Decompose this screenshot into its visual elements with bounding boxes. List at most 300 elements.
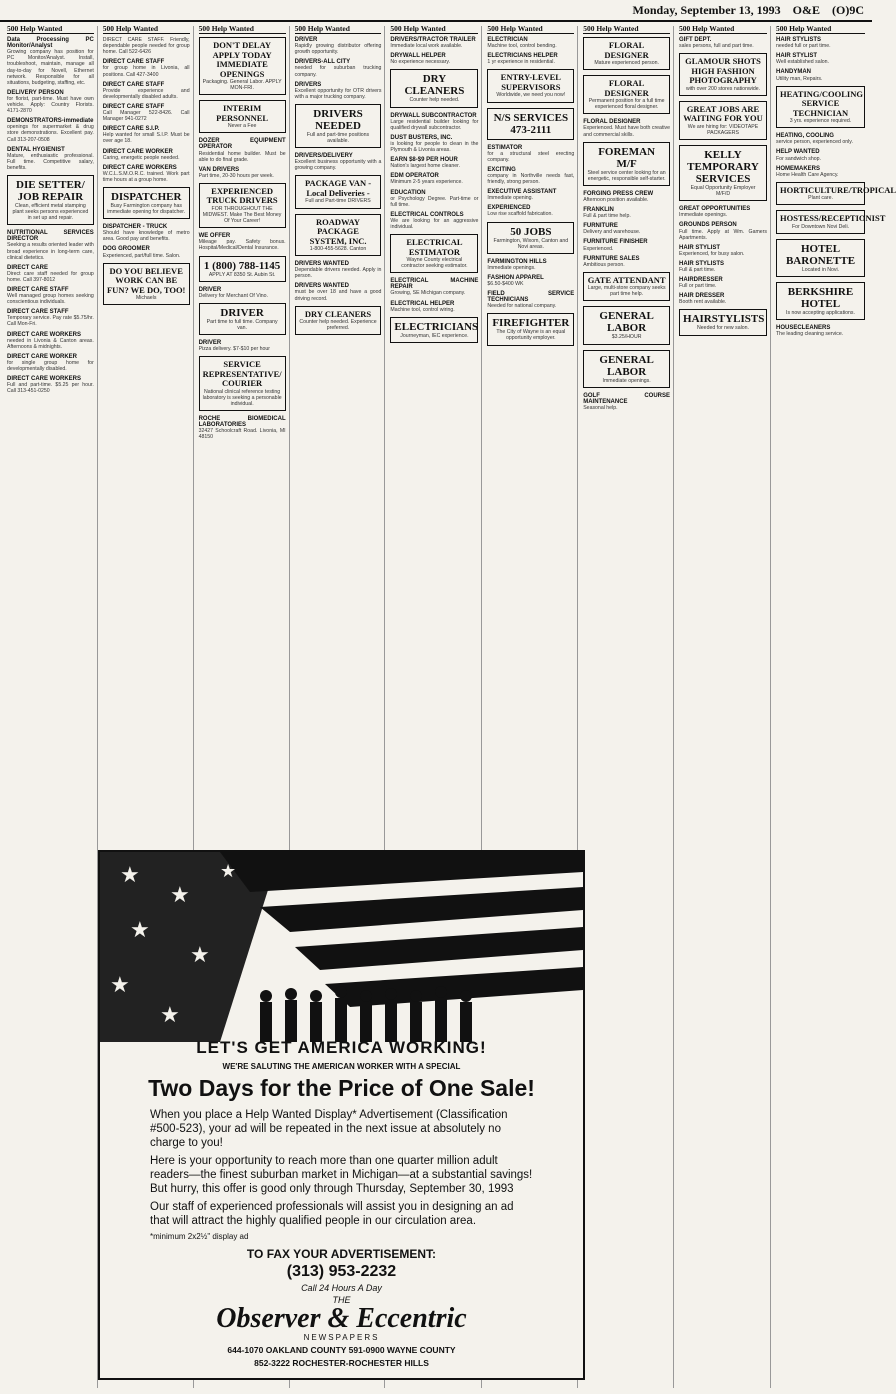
ad-text: We are looking for an aggressive individual. [390, 217, 479, 230]
classified-ad [583, 191, 670, 203]
ad-title: DUST BUSTERS, INC. [390, 134, 453, 141]
ad-text: National clinical reference testing laboratory is seeking a personable individual. [202, 388, 282, 407]
display-ad [295, 306, 382, 336]
ad-title: DIRECT CARE STAFF [102, 59, 165, 66]
ad-title: EXCITING [487, 166, 516, 173]
ad-headline: DRIVER [220, 306, 264, 319]
classified-ad [776, 166, 865, 178]
classified-ad [776, 325, 865, 337]
ad-text: for single group home for developmentally disabled. [7, 359, 94, 373]
display-ad [103, 187, 190, 219]
display-ad [679, 53, 767, 96]
ad-text: Delivery for Merchant Of Vino. [198, 292, 268, 299]
ad-headline: 1 (800) 788-1145 [203, 259, 281, 272]
ad-text: Part time, 20-30 hours per week. [198, 172, 274, 179]
ad-text: Never a Fee [227, 123, 257, 130]
display-ad [679, 101, 767, 140]
display-ad [487, 69, 574, 102]
ad-text: Counter help needed. [409, 97, 460, 104]
ad-text: Should have knowledge of metro area. Good pay and benefits. [102, 230, 190, 243]
ad-title: FIELD SERVICE TECHNICIANS [487, 291, 575, 304]
classified-ad [390, 212, 478, 230]
ad-text: Rapidly growing distributor offering growth opportunity. [294, 43, 382, 56]
ad-headline: N/S SERVICES 473-2111 [493, 111, 569, 136]
display-ad [776, 210, 886, 234]
classified-ad [7, 118, 94, 142]
ad-title: HOUSECLEANERS [776, 325, 831, 332]
classified-ad [487, 205, 574, 217]
flag-illustration [100, 852, 583, 1042]
ad-headline: GENERAL LABOR [599, 353, 654, 378]
classified-column [4, 26, 98, 1388]
classified-column [580, 26, 674, 1388]
display-ad [199, 37, 286, 95]
classified-ad [390, 37, 478, 49]
ad-title: DIRECT CARE STAFF [7, 287, 69, 293]
ad-title: HAIR STYLIST [679, 244, 721, 251]
ad-text: needed in Livonia & Canton areas. Afternoons & midnights. [7, 337, 94, 350]
ad-headline: ROADWAY PACKAGE SYSTEM, INC. [309, 216, 367, 246]
promo-the: THE [332, 1295, 351, 1305]
ad-text: Is now accepting applications. [786, 310, 855, 317]
ad-text: Direct care staff needed for group home. Call 397-8012 [7, 270, 94, 283]
ad-headline: SERVICE REPRESENTATIVE/ COURIER [202, 359, 282, 389]
ad-title: HAIR DRESSER [679, 293, 725, 300]
ad-headline: HAIRSTYLISTS [683, 313, 765, 326]
display-ad [487, 313, 574, 345]
ad-text: Clean, efficient metal stamping plant seeks persons experienced in set up and repair. [12, 202, 89, 222]
ad-text: for florist, part-time. Must have own vehicle. Apply: Country Florists. 4171-2870 [7, 95, 94, 115]
display-ad [199, 100, 286, 133]
classified-ad [487, 259, 574, 271]
ad-text: Experienced, for busy salon. [679, 250, 745, 257]
ad-title: DRIVERS WANTED [294, 283, 349, 290]
display-ad [583, 272, 670, 302]
classified-ad [103, 37, 190, 55]
promo-headline: LET'S GET AMERICA WORKING! [196, 1038, 487, 1057]
classified-ad [7, 332, 94, 350]
ad-headline: 50 JOBS [510, 225, 552, 238]
classified-ad [583, 119, 670, 137]
ad-title: ROCHE BIOMEDICAL LABORATORIES [198, 415, 286, 429]
promo-fax-number: (313) 953-2232 [286, 1263, 397, 1280]
ad-text: Well managed group homes seeking conscientious individuals. [7, 293, 94, 306]
ad-title: DRIVERS WANTED [294, 261, 349, 268]
display-ad [583, 142, 670, 186]
display-ad [776, 182, 896, 206]
ad-text: Full and part-time positions available. [306, 131, 370, 145]
masthead-page: (O)9C [832, 2, 864, 17]
classified-ad [7, 287, 94, 305]
ad-text: Full and part-time. $5.25 per hour. Call 313-451-0250 [7, 382, 94, 395]
ad-text: Permanent position for a full time experienced floral designer. [588, 98, 665, 111]
ad-headline: KELLY TEMPORARY SERVICES [687, 149, 759, 186]
ad-title: GIFT DEPT. [679, 37, 712, 44]
ad-headline: FIREFIGHTER [492, 317, 570, 330]
ad-text: Busy Farmington company has immediate opening for dispatcher. [107, 202, 186, 216]
ad-text: Help wanted for small S.I.P. Must be over age 18. [102, 132, 190, 145]
ad-text: Growing, SE Michigan company. [390, 290, 466, 297]
ad-headline: GENERAL LABOR [599, 310, 654, 335]
ad-text: Immediate opening. [487, 195, 533, 202]
masthead-date: Monday, September 13, 1993 [632, 2, 781, 17]
ad-title: NUTRITIONAL SERVICES DIRECTOR [7, 230, 94, 243]
ad-headline: HEATING/COOLING SERVICE TECHNICIAN [780, 88, 863, 118]
promo-body-2: Here is your opportunity to reach more than one quarter million adult readers—the finest suburban market in Michigan—at a substantial savings! But hurry, this offer is good only through Thursday, September 30, 1993 [150, 1155, 533, 1195]
column-heading: 500 Help Wanted [776, 26, 865, 34]
ad-title: HAIR STYLIST [776, 53, 818, 60]
column-heading: 500 Help Wanted [679, 26, 767, 34]
ad-text: Experienced. Must have both creative and commercial skills. [583, 125, 671, 138]
classified-ad [390, 135, 478, 153]
ad-text: DIRECT CARE STAFF. Friendly, dependable people needed for group home. Call 522-6426 [102, 37, 190, 56]
display-ad [390, 69, 478, 107]
classified-ad [583, 393, 670, 411]
classified-ad [390, 190, 478, 208]
ad-headline: HOTEL BARONETTE [785, 243, 856, 267]
ad-title: ELECTRICAL MACHINE REPAIR [390, 278, 479, 291]
ad-text: is looking for people to clean in the Plymouth & Livonia areas. [390, 140, 479, 154]
ad-text: Seeking a results oriented leader with broad experience in long-term care, clinical dietetics. [7, 242, 94, 261]
ad-title: DRIVERS-ALL CITY [294, 59, 351, 66]
ad-text: Full time. Apply at Wm. Gamers Apartments. [679, 228, 768, 241]
classified-ad [103, 104, 190, 122]
ad-text: Full & part time help. [583, 213, 631, 220]
ad-title: FURNITURE FINISHER [583, 239, 648, 246]
ad-headline: HORTICULTURE/TROPICAL [780, 184, 896, 195]
ad-title: ELECTRICIANS HELPER [487, 53, 558, 60]
ad-text: company in Northville needs fast, friendly, strong person. [487, 172, 575, 186]
ad-title: DRIVER [198, 339, 222, 346]
ad-text: needed for suburban trucking company. [294, 65, 382, 78]
ad-text: Needed for national company. [487, 303, 557, 310]
ad-title: DOZER EQUIPMENT OPERATOR [198, 138, 286, 151]
ad-text: Immediate openings. [487, 264, 536, 271]
ad-text: Large residential builder looking for qualified drywall subcontractor. [390, 118, 479, 131]
ad-title: DRIVERS [294, 81, 322, 88]
ad-text: Full & part time. [679, 267, 716, 273]
ad-headline: INTERIM PERSONNEL [216, 103, 269, 123]
ad-text: Steel service center looking for an energetic, responsible self-starter. [587, 169, 666, 182]
promo-ad [98, 850, 585, 1380]
promo-deal: Two Days for the Price of One Sale! [148, 1075, 535, 1101]
classified-ad [7, 147, 94, 171]
classified-column [676, 26, 771, 1388]
ad-headline: EXPERIENCED TRUCK DRIVERS [206, 185, 278, 206]
classified-ad [7, 265, 94, 283]
ad-text: sales persons, full and part time. [679, 43, 754, 50]
ad-headline: ELECTRICAL ESTIMATOR [406, 237, 463, 257]
ad-title: DRIVER [294, 37, 318, 44]
classified-ad [199, 233, 286, 251]
classified-ad [199, 138, 286, 162]
classified-ad [487, 291, 574, 309]
ad-headline: BERKSHIRE HOTEL [787, 286, 854, 311]
ad-title: ELECTRICIAN [487, 37, 528, 44]
classified-ad [199, 340, 286, 352]
ad-text: Farmington, Wixom, Canton and Novi areas. [493, 237, 569, 250]
ad-headline: GREAT JOBS ARE WAITING FOR YOU [683, 103, 763, 124]
ad-headline: DRY CLEANERS [404, 73, 465, 98]
display-ad [583, 350, 670, 388]
masthead [0, 0, 872, 22]
classified-ad [583, 239, 670, 251]
ad-text: Counter help needed. Experience preferred. [299, 319, 377, 332]
ad-text: Booth rent available. [679, 299, 727, 306]
ad-title: HEATING, COOLING [776, 133, 834, 140]
classified-ad [390, 113, 478, 131]
ad-headline: DRIVERS NEEDED [313, 107, 363, 132]
classified-ad [776, 37, 865, 49]
worker-silhouettes [260, 986, 472, 1042]
ad-text: Large, multi-store company seeks part time help. [587, 285, 666, 298]
ad-text: Provide experience and developmentally disabled adults. [102, 87, 190, 100]
ad-text: Well established salon. [776, 59, 829, 66]
ad-title: GREAT OPPORTUNITIES [679, 206, 751, 213]
classified-ad [487, 53, 574, 65]
ad-text: $6.50-$400 WK [487, 280, 524, 287]
ad-title: DIRECT CARE WORKER [7, 353, 77, 360]
ad-text: Dependable drivers needed. Apply in person. [294, 267, 382, 280]
ad-text: Part time to full time. Company van. [206, 318, 278, 331]
classified-ad [7, 90, 94, 114]
ad-headline: GLAMOUR SHOTS HIGH FASHION PHOTOGRAPHY [685, 56, 761, 86]
classified-ad [103, 149, 190, 161]
ad-headline: DON'T DELAY APPLY TODAY IMMEDIATE OPENINGS [212, 40, 272, 79]
ad-headline: FOREMAN M/F [598, 145, 656, 170]
ad-title: WE OFFER [198, 233, 231, 240]
promo-call-line: Call 24 Hours A Day [301, 1283, 382, 1293]
classified-ad [390, 301, 478, 313]
ad-text: Machine tool, control wiring. [390, 306, 455, 313]
display-ad [295, 175, 382, 208]
ad-title: Data Processing PC Monitor/Analyst [7, 37, 94, 50]
display-ad [583, 37, 670, 70]
ad-title: FURNITURE SALES [583, 255, 640, 262]
ad-title: DIRECT CARE WORKER [102, 148, 173, 155]
ad-text: Wayne County electrical contractor seeking estimator. [401, 257, 468, 270]
classified-ad [776, 149, 865, 161]
classified-ad [487, 167, 574, 185]
ad-title: HAIRDRESSER [679, 277, 723, 284]
promo-subhead: WE'RE SALUTING THE AMERICAN WORKER WITH A SPECIAL [222, 1062, 461, 1071]
classified-ad [583, 256, 670, 268]
classified-ad [295, 283, 382, 301]
ad-headline: FLORAL DESIGNER [604, 40, 649, 60]
ad-headline: DIE SETTER/ JOB REPAIR [16, 178, 85, 203]
ad-text: Growing company has position for PC Monitor/Analyst. Install, troubleshoot, maintain, manage all day-to-day for Novell, Ethernet network. Responsible for all situations, budgeting, staffing, etc. [7, 49, 94, 86]
classified-ad [390, 278, 478, 296]
ad-title: DENTAL HYGIENIST [7, 146, 65, 153]
ad-title: GOLF COURSE MAINTENANCE [583, 392, 671, 405]
ad-text: Mature, enthusiastic professional. Full time. Competitive salary, benefits. [7, 152, 94, 171]
classified-ad [679, 222, 767, 240]
classified-ad [103, 59, 190, 77]
ad-title: FORGING PRESS CREW [583, 190, 654, 197]
display-ad [583, 306, 670, 344]
column-heading: 500 Help Wanted [295, 26, 382, 34]
ad-text: Plant care. [808, 195, 833, 202]
ad-headline: DISPATCHER [110, 190, 182, 203]
ad-text: 1 yr experience in residential. [487, 59, 555, 66]
ad-title: VAN DRIVERS [198, 166, 240, 173]
ad-text: Michaels [135, 295, 157, 302]
ad-title: EARN $8-$9 PER HOUR [390, 157, 458, 164]
ad-text: FOR THROUGHOUT THE MIDWEST. Make The Best Money Of Your Career! [202, 205, 282, 225]
svg-text:★: ★ [130, 918, 150, 943]
display-ad [103, 263, 190, 306]
promo-body-1: When you place a Help Wanted Display* Advertisement (Classification #500-523), your ad will be repeated in the next issue at absolutely no charge to you! [150, 1109, 508, 1149]
display-ad [7, 175, 94, 225]
ad-title: FRANKLIN [583, 207, 614, 214]
ad-title: DISPATCHER - TRUCK [102, 224, 168, 231]
ad-headline: ELECTRICIANS [394, 320, 479, 333]
ad-title: DEMONSTRATORS-immediate [7, 118, 94, 125]
ad-title: GROUNDS PERSON [679, 222, 737, 229]
ad-title: ELECTRICAL HELPER [390, 300, 455, 307]
ad-title: HAIR STYLISTS [679, 260, 725, 267]
ad-text: Temporary service. Pay rate $5.75/hr. Call Mon-Fri. [7, 315, 94, 328]
ad-text: or Psychology Degree. Part-time or full time. [390, 195, 479, 208]
ad-text: Ambitious person. [583, 261, 625, 268]
ad-text: No experience necessary. [390, 59, 451, 66]
classified-ad [390, 53, 478, 65]
classified-ad [103, 82, 190, 100]
display-ad [199, 256, 286, 282]
ad-text: W.C.L.S.M.O.R.C. trained. Work part time hours at a group home. [102, 170, 190, 183]
ad-text: Delivery and warehouse. [583, 229, 641, 236]
display-ad [295, 104, 382, 148]
ad-headline: DO YOU BELIEVE WORK CAN BE FUN? WE DO, TOO! [106, 265, 186, 295]
ad-text: Minimum 2-5 years experience. [390, 179, 463, 186]
display-ad [199, 356, 286, 411]
display-ad [583, 75, 670, 114]
ad-text: Caring, energetic people needed. [102, 154, 180, 161]
ad-title: DRYWALL SUBCONTRACTOR [390, 112, 477, 119]
ad-headline: PACKAGE VAN - Local Deliveries - [304, 178, 372, 198]
display-ad [199, 303, 286, 335]
ad-text: Journeyman, IEC experience. [400, 332, 469, 339]
classified-ad [295, 59, 382, 77]
ad-title: DIRECT CARE S.I.P. [102, 126, 160, 133]
ad-text: for a structural steel erecting company. [487, 150, 575, 163]
ad-title: DRYWALL HELPER [390, 53, 446, 60]
ad-text: Immediate openings. [602, 377, 651, 384]
ad-title: FLORAL DESIGNER [583, 119, 641, 126]
promo-body-3: Our staff of experienced professionals will assist you in designing an ad that will attract the highly qualified people in our circulation area. [150, 1201, 514, 1227]
promo-address-2: 852-3222 ROCHESTER-ROCHESTER HILLS [254, 1358, 429, 1368]
ad-text: Excellent business opportunity with a growing company. [294, 159, 382, 172]
display-ad [295, 214, 382, 257]
classified-ad [390, 157, 478, 169]
ad-text: Worldwide, we need you now! [496, 92, 566, 99]
classified-ad [7, 37, 94, 86]
ad-text: Needed for new salon. [697, 325, 749, 332]
classified-ad [679, 206, 767, 218]
ad-headline: ENTRY-LEVEL SUPERVISORS [500, 72, 561, 92]
classified-ad [103, 246, 190, 258]
classified-ad [487, 189, 574, 201]
svg-text:★: ★ [220, 861, 237, 882]
ad-text: We are hiring for: VIDEOTAPE PACKAGERS [687, 123, 759, 136]
ad-text: Seasonal help. [583, 404, 618, 411]
classified-ad [776, 53, 865, 65]
ad-title: DIRECT CARE STAFF [102, 103, 165, 110]
classified-ad [487, 37, 574, 49]
classified-ad [7, 354, 94, 372]
display-ad [679, 309, 767, 335]
display-ad [776, 239, 865, 277]
ad-title: DIRECT CARE WORKERS [7, 376, 82, 383]
classified-ad [679, 245, 767, 257]
ad-text: needed full or part time. [776, 43, 831, 50]
ad-text: must be over 18 and have a good driving record. [294, 289, 382, 302]
ad-text: Experienced. [583, 245, 614, 252]
classified-ad [103, 126, 190, 144]
ad-headline: HOSTESS/RECEPTIONIST [780, 213, 886, 224]
ad-title: HANDYMAN [776, 69, 812, 76]
ad-text: For Downtown Novi Deli. [791, 223, 850, 230]
ad-text: 32427 Schoolcraft Road. Livonia, MI 48150 [198, 428, 286, 441]
ad-text: Home Health Care Agency. [776, 171, 839, 178]
ad-text: Mileage pay. Safety bonus. Hospital/Medical/Dental Insurance. [198, 239, 286, 252]
classified-ad [295, 82, 382, 100]
classified-ad [295, 37, 382, 55]
ad-text: For sandwich shop. [776, 155, 821, 162]
ad-text: for group home in Livonia, all positions. Call 427-3400 [102, 65, 190, 78]
ad-title: ELECTRICAL CONTROLS [390, 211, 464, 218]
ad-text: Call Manager 522-8426. Call Manager 941-0272 [102, 110, 190, 123]
ad-text: Afternoon position available. [583, 196, 649, 203]
ad-text: APPLY AT 8350 St. Aubin St. [208, 271, 276, 278]
svg-text:★: ★ [120, 863, 140, 888]
ad-text: Immediate local work available. [390, 43, 463, 50]
ad-text: Low rise scaffold fabrication. [487, 211, 553, 218]
ad-text: Nation's largest home cleaner. [390, 163, 461, 170]
ad-text: The leading cleaning service. [776, 331, 844, 338]
classified-ad [295, 261, 382, 279]
ad-headline: FLORAL DESIGNER [604, 78, 649, 98]
svg-text:★: ★ [190, 943, 210, 968]
ad-title: EXPERIENCED [487, 205, 531, 212]
ad-title: HAIR STYLISTS [776, 37, 822, 44]
ad-title: FARMINGTON HILLS [487, 258, 547, 265]
classified-ad [295, 153, 382, 171]
column-heading: 500 Help Wanted [199, 26, 286, 34]
classified-ad [390, 173, 478, 185]
ad-title: DELIVERY PERSON [7, 89, 64, 96]
display-ad [679, 145, 767, 201]
promo-note: *minimum 2x2½" display ad [150, 1232, 249, 1241]
ad-text: service person, experienced only. [776, 139, 853, 146]
ad-text: Experienced, part/full time. Salon. [102, 252, 181, 259]
classified-ad [679, 37, 767, 49]
ad-title: EXECUTIVE ASSISTANT [487, 189, 557, 196]
ad-title: DRIVERS/TRACTOR TRAILER [390, 37, 476, 44]
classified-ad [583, 223, 670, 235]
ad-text: The City of Wayne is an equal opportunity employer. [496, 329, 566, 342]
ad-title: ESTIMATOR [487, 144, 523, 151]
column-heading: 500 Help Wanted [583, 26, 670, 34]
masthead-paper: O&E [792, 2, 820, 17]
ad-title: FASHION APPAREL [487, 274, 544, 281]
classified-column [773, 24, 896, 1388]
display-ad [199, 183, 286, 228]
classified-ad [679, 261, 767, 273]
classified-ad [199, 416, 286, 440]
ad-text: Excellent opportunity for OTR drivers with a major trucking company. [294, 87, 382, 100]
ad-text: openings for supermarket & drug store demonstrations. Excellent pay. Call 313-207-0508 [7, 124, 94, 143]
